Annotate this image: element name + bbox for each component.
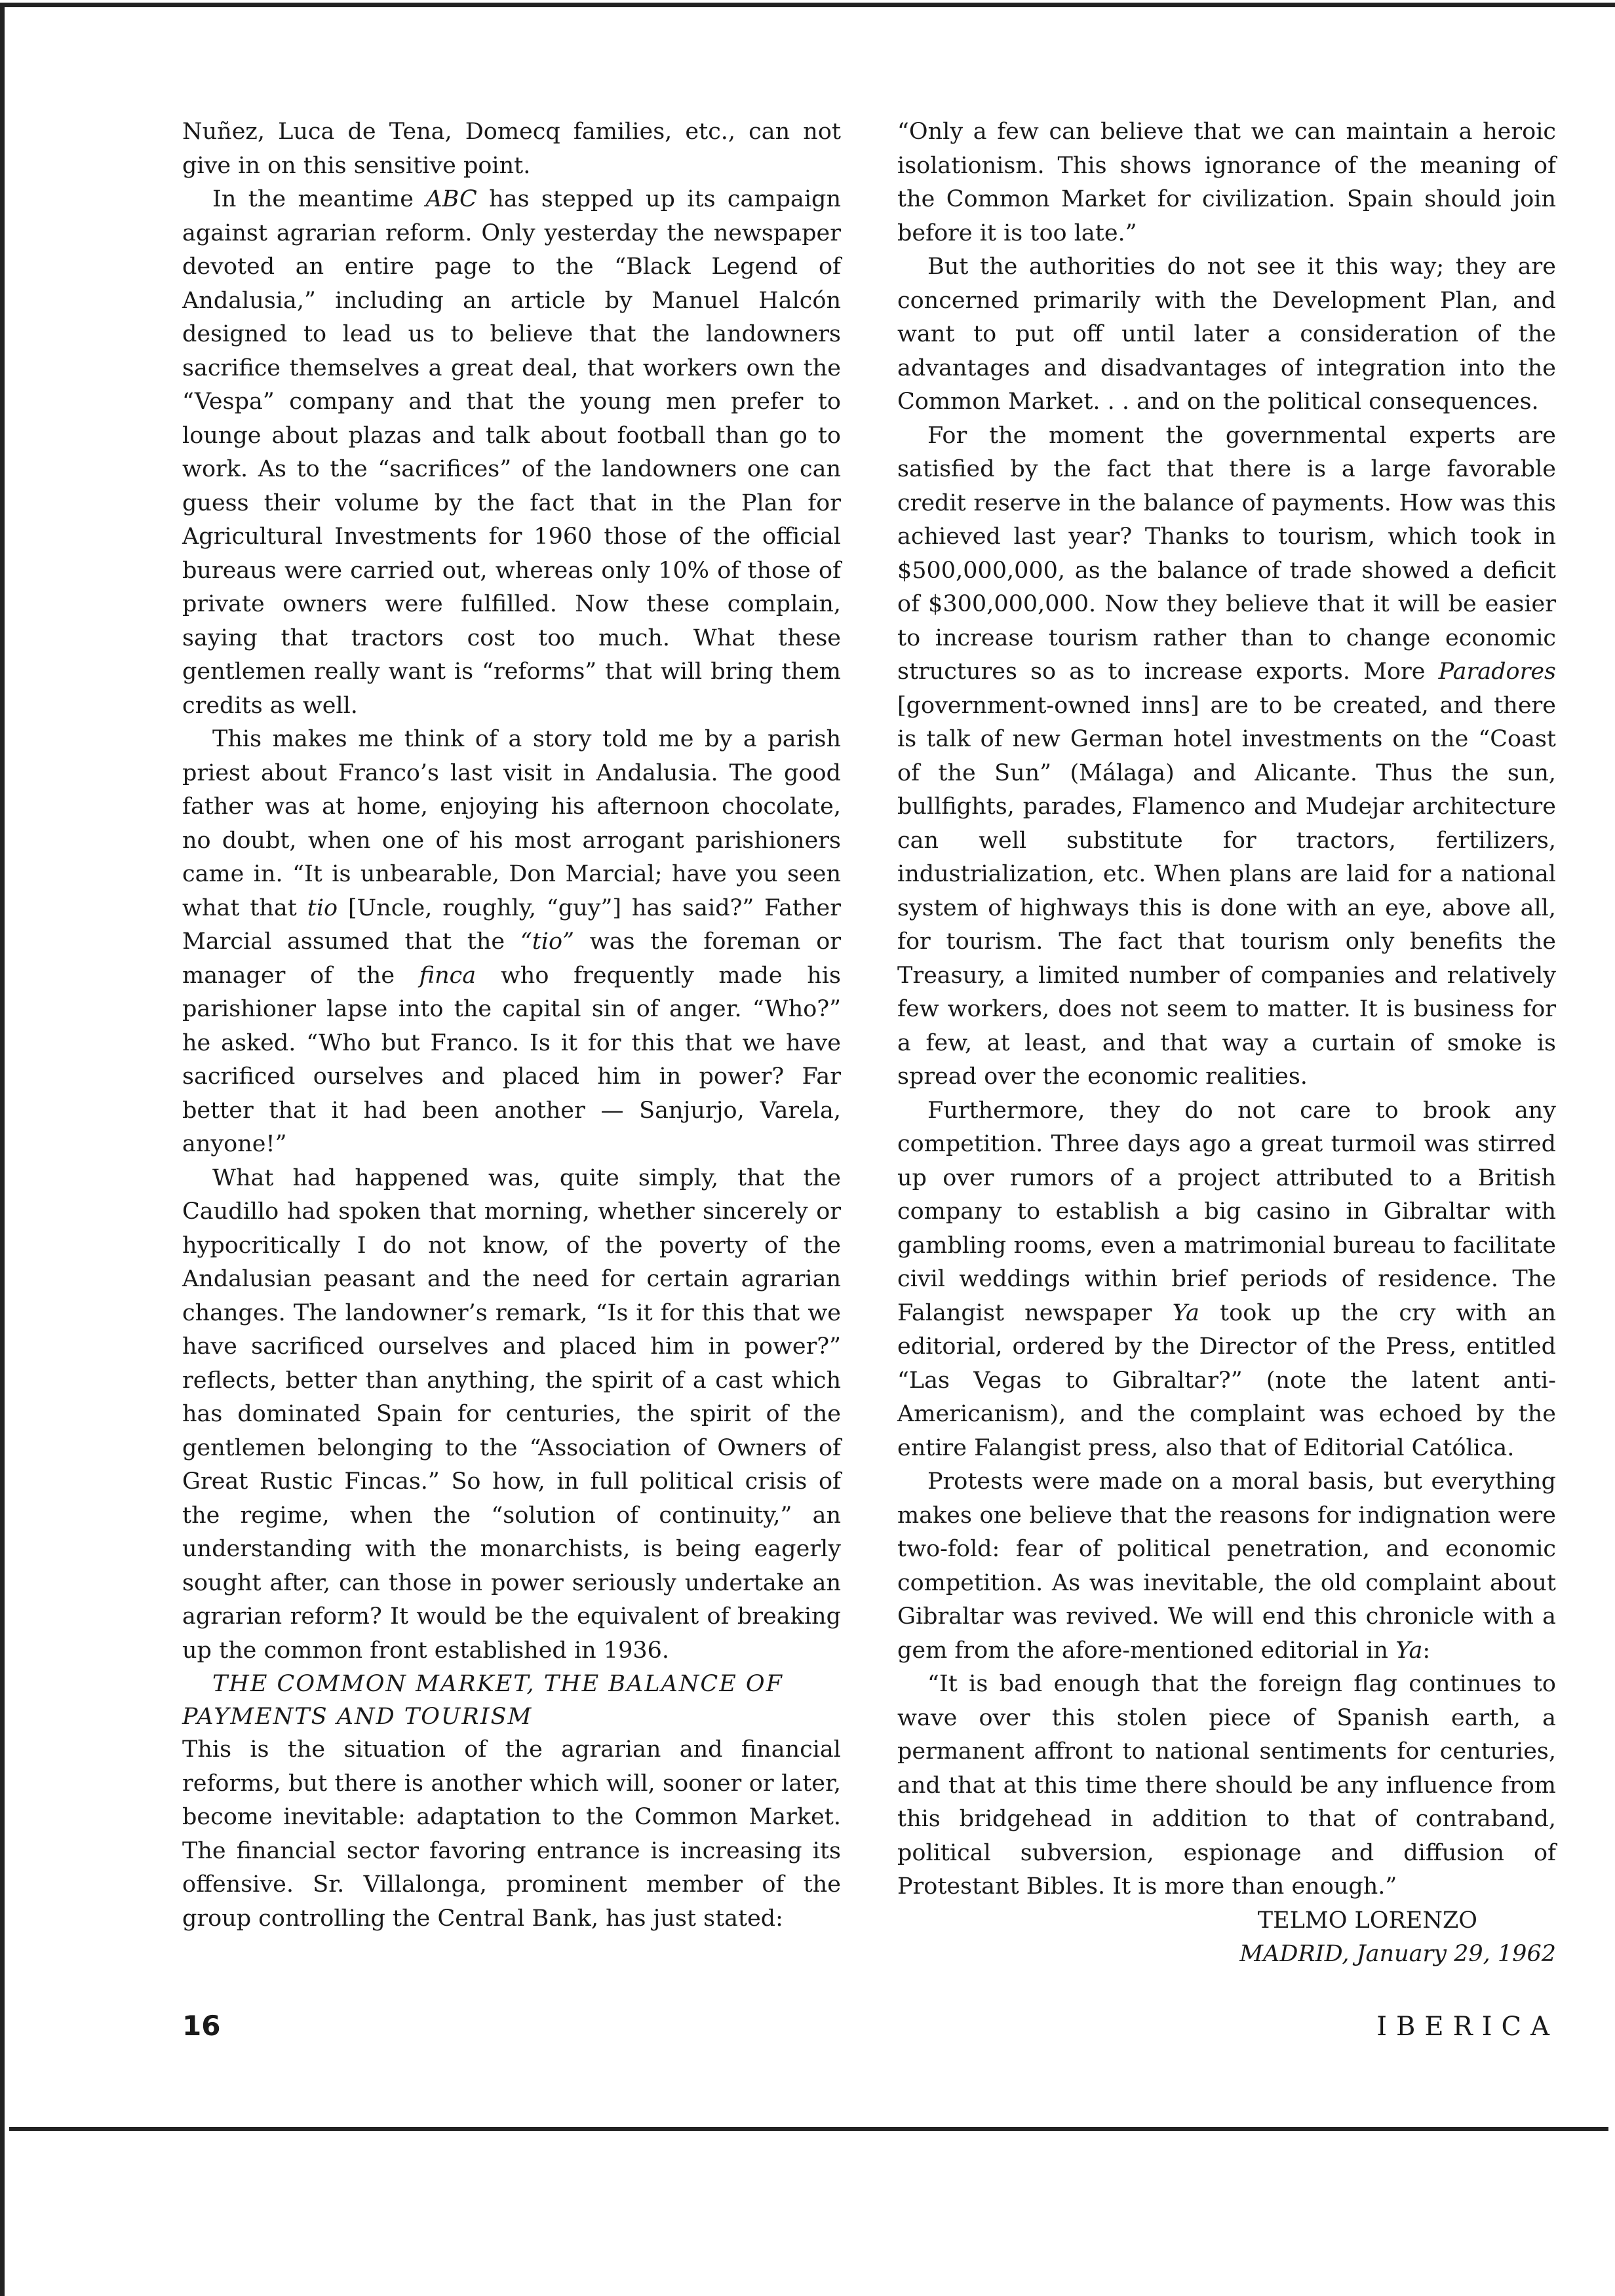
- paragraph: What had happened was, quite simply, that the Caudillo had spoken that morning, whether sincerely or hypocritically I do not know, of the poverty of the Andalusian peasant and the need for certain agrarian changes. The landowner’s remark, “Is it for this that we have sacrificed ourselves and placed him in power?” reflects, better than anything, the spirit of a cast which has dominated Spain for centuries, the spirit of the gentlemen belonging to the “Association of Owners of Great Rustic Fincas.” So how, in full political crisis of the regime, when the “solution of continuity,” an understanding with the monarchists, is being eagerly sought after, can those in power seriously undertake an agrarian reform? It would be the equivalent of breaking up the common front established in 1936.: [182, 1164, 841, 1664]
- page-number: 16: [182, 2010, 221, 2042]
- top-border-rule: [0, 3, 1615, 7]
- journal-name: IBERICA: [1376, 2012, 1559, 2042]
- paragraph: Furthermore, they do not care to brook any competition. Three days ago a great turmoil was stirred up over rumors of a project attributed to a British company to establish a big casino in Gibraltar with gambling rooms, even a matrimonial bureau to facilitate civil weddings within brief periods of residence. The Falangist newspaper Ya took up the cry with an editorial, ordered by the Director of the Press, entitled “Las Vegas to Gibraltar?” (note the latent anti-Americanism), and the complaint was echoed by the entire Falangist press, also that of Editorial Católica.: [897, 1097, 1556, 1461]
- paragraph: This is the situation of the agrarian and financial reforms, but there is another which will, sooner or later, become inevitable: adaptation to the Common Market. The financial sector favoring entrance is increasing its offensive. Sr. Villalonga, prominent member of the group controlling the Central Bank, has just stated:: [182, 1736, 841, 1932]
- left-border-rule: [0, 3, 5, 2296]
- paragraph: This makes me think of a story told me by a parish priest about Franco’s last visit in Andalusia. The good father was at home, enjoying his afternoon chocolate, no doubt, when one of his most arrogant parishioners came in. “It is unbearable, Don Marcial; have you seen what that tio [Uncle, roughly, “guy”] has said?” Father Marcial assumed that the “tio” was the foreman or manager of the finca who frequently made his parishioner lapse into the capital sin of anger. “Who?” he asked. “Who but Franco. Is it for this that we have sacrificed ourselves and placed him in power? Far better that it had been another — Sanjurjo, Varela, anyone!”: [182, 726, 841, 1157]
- paragraph: For the moment the governmental experts are satisfied by the fact that there is a large favorable credit reserve in the balance of payments. How was this achieved last year? Thanks to tourism, which took in $500,000,000, as the balance of trade showed a deficit of $300,000,000. Now they believe that it will be easier to increase tourism rather than to change economic structures so as to increase exports. More Paradores [government-owned inns] are to be created, and there is talk of new German hotel investments on the “Coast of the Sun” (Málaga) and Alicante. Thus the sun, bullfights, parades, Flamenco and Mudejar architecture can well substitute for tractors, fertilizers, industrialization, etc. When plans are laid for a national system of highways this is done with an eye, above all, for tourism. The fact that tourism only benefits the Treasury, a limited number of companies and relatively few workers, does not seem to matter. It is business for a few, at least, and that way a curtain of smoke is spread over the economic realities.: [897, 422, 1556, 1090]
- author-name: TELMO LORENZO: [1257, 1907, 1477, 1934]
- bottom-border-rule: [9, 2127, 1608, 2131]
- quote-paragraph: “Only a few can believe that we can maintain a heroic isolationism. This shows ignorance of the meaning of the Common Market for civilization. Spain should join before it is too late.”: [897, 119, 1556, 246]
- paragraph: In the meantime ABC has stepped up its campaign against agrarian reform. Only yesterday the newspaper devoted an entire page to the “Black Legend of Andalusia,” including an article by Manuel Halcón designed to lead us to believe that the landowners sacrifice themselves a great deal, that workers own the “Vespa” company and that the young men prefer to lounge about plazas and talk about football than go to work. As to the “sacrifices” of the landowners one can guess their volume by the fact that in the Plan for Agricultural Investments for 1960 those of the official bureaus were carried out, whereas only 10% of those of private owners were fulfilled. Now these complain, saying that tractors cost too much. What these gentlemen really want is “reforms” that will bring them credits as well.: [182, 186, 841, 719]
- dateline: MADRID, January 29, 1962: [1239, 1941, 1556, 1967]
- section-heading: THE COMMON MARKET, THE BALANCE OF PAYMENTS AND TOURISM: [182, 1671, 783, 1730]
- right-column: [897, 115, 1556, 1972]
- left-column: [182, 115, 841, 1936]
- paragraph: Nuñez, Luca de Tena, Domecq families, etc., can not give in on this sensitive point.: [182, 119, 841, 179]
- quote-paragraph: “It is bad enough that the foreign flag continues to wave over this stolen piece of Spanish earth, a permanent affront to national sentiments for centuries, and that at this time there should be any influence from this bridgehead in addition to that of contraband, political subversion, espionage and diffusion of Protestant Bibles. It is more than enough.”: [897, 1671, 1556, 1900]
- paragraph: But the authorities do not see it this way; they are concerned primarily with the Development Plan, and want to put off until later a consideration of the advantages and disadvantages of integration into the Common Market. . . and on the political consequences.: [897, 254, 1556, 415]
- paragraph: Protests were made on a moral basis, but everything makes one believe that the reasons for indignation were two-fold: fear of political penetration, and economic competition. As was inevitable, the old complaint about Gibraltar was revived. We will end this chronicle with a gem from the afore-mentioned editorial in Ya:: [897, 1468, 1556, 1664]
